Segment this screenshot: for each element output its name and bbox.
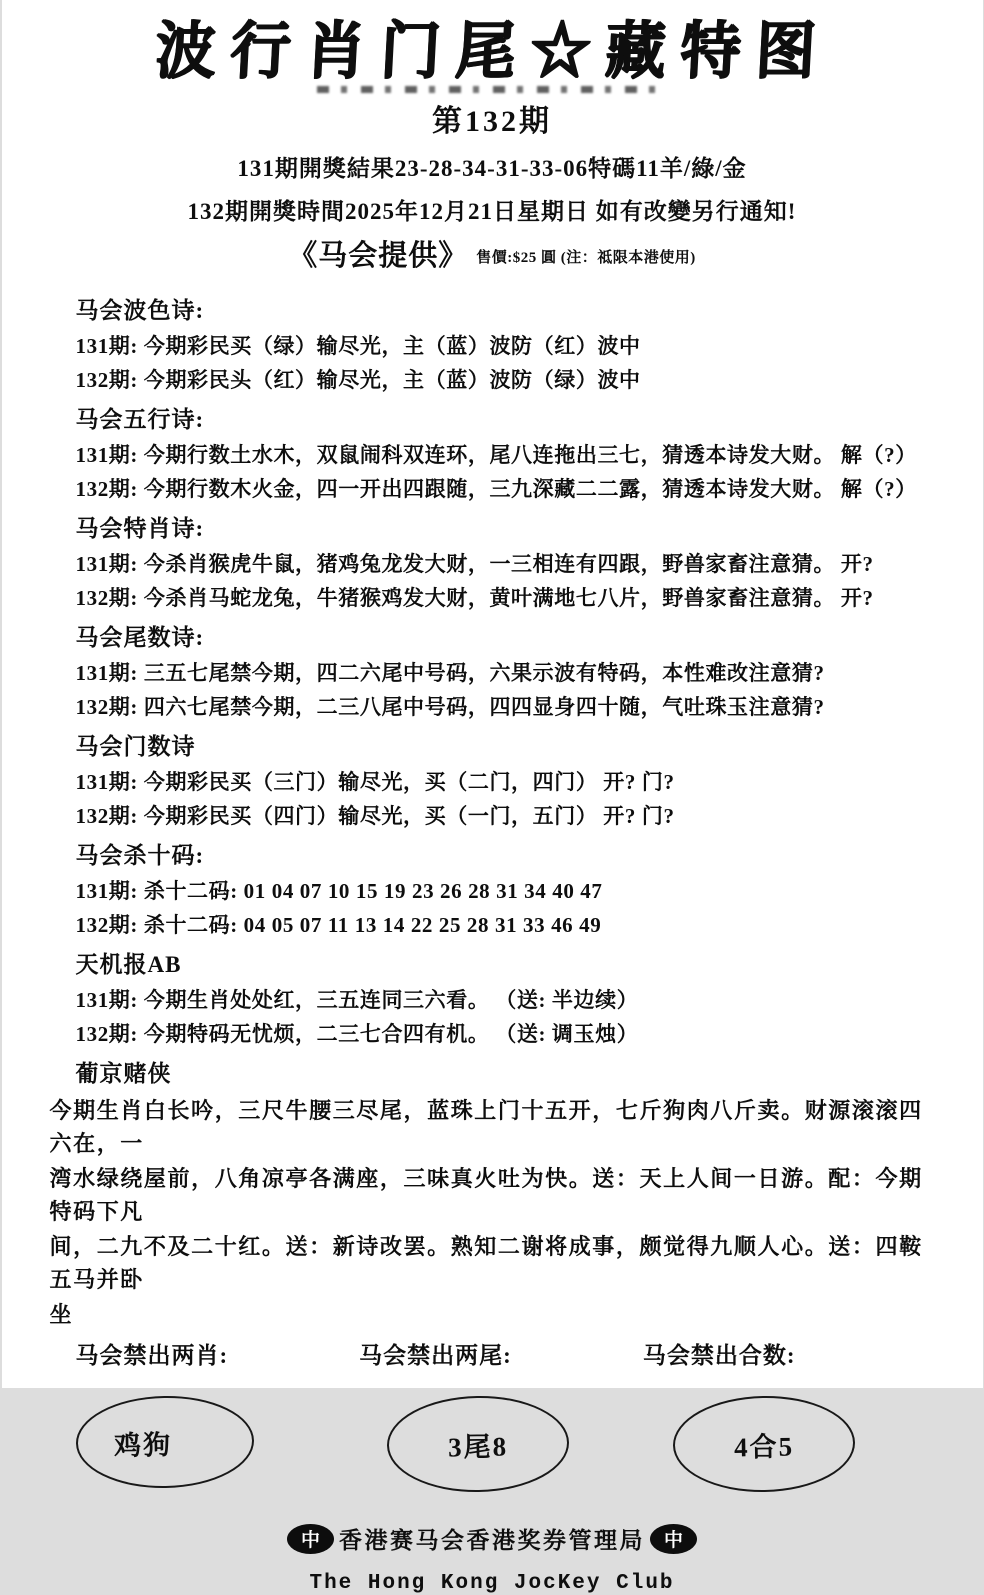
previous-result-line: 131期開獎結果23-28-34-31-33-06特碼11羊/綠/金: [237, 156, 747, 181]
ban-value: 3尾8: [447, 1431, 509, 1463]
banned-picks-row: [2, 1337, 983, 1492]
poem-line-131: 131期: 杀十二码: 01 04 07 10 15 19 23 26 28 31 34 40 47: [75, 879, 603, 904]
ban-column-sum: [643, 1337, 927, 1492]
section-title: 马会特肖诗:: [75, 516, 205, 542]
org-name-cn: 香港赛马会香港奖券管理局: [339, 1528, 645, 1554]
paragraph-line: 今期生肖白长吟，三尺牛腰三尽尾，蓝珠上门十五开，七斤狗肉八斤卖。财源滚滚四六在，一: [49, 1098, 923, 1157]
provider-row: [2, 233, 983, 274]
poem-line-132: 132期: 今期彩民买（四门）输尽光，买（一门，五门） 开? 门?: [75, 804, 675, 829]
provider-title: 《马会提供》: [288, 240, 469, 272]
header: [2, 0, 983, 274]
paragraph-line: 间，二九不及二十红。送：新诗改罢。熟知二谢将成事，颇觉得九顺人心。送：四鞍五马并卧: [49, 1234, 923, 1293]
ban-ellipse: [672, 1395, 856, 1494]
section-pujing: [49, 1055, 943, 1331]
poem-line-132: 132期: 今期彩民头（红）输尽光，主（蓝）波防（绿）波中: [75, 368, 641, 393]
poem-line-132: 132期: 今期特码无忧烦，二三七合四有机。 （送: 调玉烛）: [75, 1022, 639, 1047]
section-title: 葡京赌侠: [75, 1061, 172, 1087]
price-note: 售價:$25 圓 (注：祗限本港使用): [476, 250, 696, 266]
poem-line-131: 131期: 今杀肖猴虎牛鼠，猪鸡兔龙发大财，一三相连有四跟，野兽家畜注意猜。 开?: [75, 552, 874, 577]
ban-header: 马会禁出合数:: [642, 1343, 796, 1369]
ban-ellipse: [75, 1395, 255, 1490]
tip-sheet-page: [2, 0, 983, 1595]
poem-sections: [2, 274, 983, 1331]
poem-line-131: 131期: 今期行数土水木，双鼠闹科双连环，尾八连拖出三七，猜透本诗发大财。 解（?）: [75, 443, 917, 468]
ban-value: 4合5: [733, 1431, 795, 1463]
draw-time-line: 132期開獎時間2025年12月21日星期日 如有改變另行通知!: [187, 199, 797, 224]
poem-line-132: 132期: 今杀肖马蛇龙兔，牛猪猴鸡发大财，黄叶满地七八片，野兽家畜注意猜。 开?: [75, 586, 874, 611]
ban-value: 鸡狗: [113, 1429, 172, 1461]
hkjc-emblem-icon: 中: [287, 1524, 334, 1554]
section-gate-numbers: [76, 728, 943, 829]
ban-header: 马会禁出两尾:: [359, 1343, 512, 1369]
section-special-zodiac: [76, 510, 943, 611]
poem-line-132: 132期: 四六七尾禁今期，二三八尾中号码，四四显身四十随，气吐珠玉注意猜?: [75, 695, 825, 720]
poem-line-132: 132期: 今期行数木火金，四一开出四跟随，三九深藏二二露，猜透本诗发大财。 解（?）: [75, 477, 917, 502]
org-row: [2, 1522, 983, 1555]
ban-ellipse: [386, 1395, 570, 1494]
poem-line-131: 131期: 三五七尾禁今期，四二六尾中号码，六果示波有特码，本性难改注意猜?: [75, 661, 825, 686]
paragraph-line: 坐: [49, 1302, 74, 1328]
section-title: 天机报AB: [75, 952, 182, 978]
paragraph-line: 湾水绿绕屋前，八角凉亭各满座，三味真火吐为快。送：天上人间一日游。配：今期特码下凡: [49, 1166, 923, 1225]
scan-smudge: [317, 86, 667, 93]
ban-column-zodiac: [76, 1337, 360, 1492]
page-title: 波行肖门尾☆藏特图: [152, 16, 832, 86]
footer: [2, 1522, 983, 1595]
poem-line-131: 131期: 今期彩民买（绿）输尽光，主（蓝）波防（红）波中: [75, 334, 641, 358]
section-five-elements: [76, 401, 943, 502]
hkjc-emblem-icon: 中: [650, 1524, 697, 1554]
org-name-en: The Hong Kong JocKey Club: [309, 1572, 675, 1595]
section-title: 马会门数诗: [75, 734, 196, 760]
section-wave-color: [76, 292, 943, 393]
ban-header: 马会禁出两肖:: [75, 1343, 229, 1369]
poem-line-132: 132期: 杀十二码: 04 05 07 11 13 14 22 25 28 31 33 46 49: [75, 913, 602, 938]
ban-column-tail: [359, 1337, 643, 1492]
section-tail-numbers: [76, 619, 943, 720]
poem-line-131: 131期: 今期彩民买（三门）输尽光，买（二门，四门） 开? 门?: [75, 770, 675, 795]
section-killed-codes: [76, 837, 943, 938]
section-tianji-report: [76, 946, 943, 1047]
section-title: 马会波色诗:: [75, 298, 205, 323]
poem-line-131: 131期: 今期生肖处处红，三五连同三六看。 （送: 半边续）: [75, 988, 639, 1013]
issue-number: 第132期: [432, 105, 552, 138]
section-title: 马会尾数诗:: [75, 625, 205, 651]
section-title: 马会杀十码:: [75, 843, 205, 869]
section-title: 马会五行诗:: [75, 407, 205, 433]
